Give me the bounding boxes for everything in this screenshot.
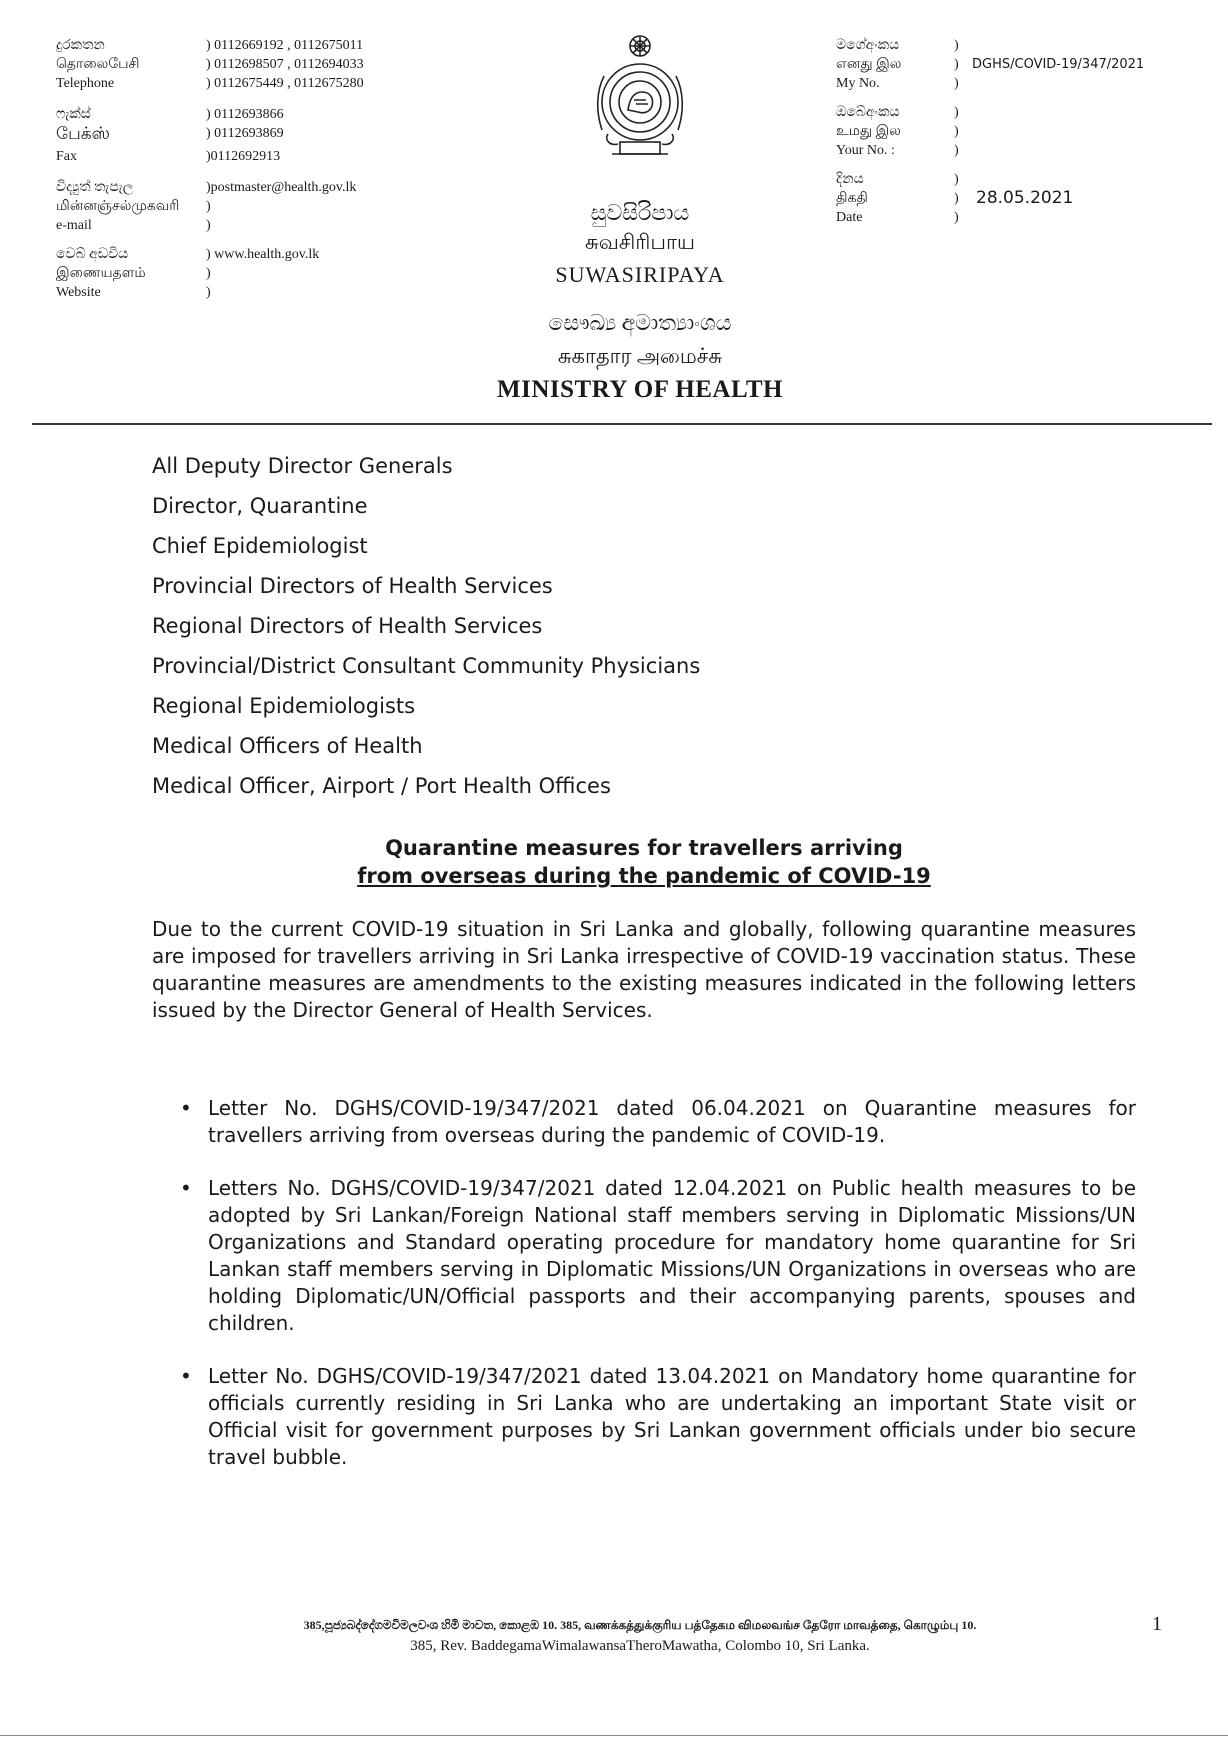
- fax-group: [56, 105, 446, 166]
- bullet-icon: •: [180, 1096, 192, 1120]
- subject-heading: [152, 834, 1136, 890]
- bullet-icon: •: [180, 1364, 192, 1388]
- footer-address-english: 385, Rev. BaddegamaWimalawansaTheroMawatha, Colombo 10, Sri Lanka.: [410, 1638, 870, 1654]
- contact-block: [56, 36, 446, 312]
- list-item: [180, 1175, 1136, 1337]
- my-no-label-si: මගේඅංකය: [836, 38, 900, 53]
- recipient: Provincial Directors of Health Services: [152, 574, 553, 598]
- letters-list: [180, 1095, 1136, 1497]
- date-group: [836, 170, 1216, 227]
- list-item: [180, 1095, 1136, 1149]
- bottom-edge-line: [0, 1735, 1228, 1736]
- recipient: Chief Epidemiologist: [152, 534, 368, 558]
- email-label-si: විද්‍යුත් තැපැල: [56, 180, 134, 195]
- your-no-label-en: Your No. :: [836, 143, 895, 158]
- email-value-3: ): [206, 218, 211, 233]
- telephone-value-3: ) 0112675449 , 0112675280: [206, 76, 364, 91]
- recipients-list: [152, 446, 700, 806]
- list-item-text: Letters No. DGHS/COVID-19/347/2021 dated 12.04.2021 on Public health measures to be adopted by Sri Lankan/Foreign National staff members serving in Diplomatic Missions/UN Organizations and Standard operating procedure for mandatory home quarantine for Sri Lankan staff members serving in Diplomatic Missions/UN Organizations in overseas who are holding Diplomatic/UN/Official passports and their accompanying parents, spouses and children.: [208, 1176, 1136, 1335]
- ministry-english: MINISTRY OF HEALTH: [497, 376, 783, 403]
- email-label-ta: மின்னஞ்சல்முகவரி: [56, 199, 180, 214]
- subject-line-2: from overseas during the pandemic of COVID-19: [357, 864, 931, 888]
- date-label-en: Date: [836, 210, 863, 225]
- website-value-2: ): [206, 266, 211, 281]
- my-no-group: [836, 36, 1216, 93]
- website-label-si: වෙබ් අඩවිය: [56, 247, 129, 262]
- website-label-ta: இணையதளம்: [56, 266, 146, 281]
- my-no-value: DGHS/COVID-19/347/2021: [972, 57, 1145, 72]
- telephone-value-2: ) 0112698507 , 0112694033: [206, 57, 364, 72]
- list-item-text: Letter No. DGHS/COVID-19/347/2021 dated 13.04.2021 on Mandatory home quarantine for officials currently residing in Sri Lanka who are undertaking an important State visit or Official visit for government purposes by Sri Lankan government officials under bio secure travel bubble.: [208, 1364, 1136, 1469]
- recipient: Medical Officer, Airport / Port Health Offices: [152, 774, 611, 798]
- paren: ): [954, 76, 959, 91]
- fax-label-si: ෆැක්ස්: [56, 107, 91, 122]
- paren: ): [954, 57, 959, 72]
- my-no-label-en: My No.: [836, 76, 880, 91]
- your-no-value: [972, 103, 1216, 122]
- email-value-1: )postmaster@health.gov.lk: [206, 180, 357, 195]
- date-value: 28.05.2021: [976, 188, 1074, 208]
- suwasiripaya-english: SUWASIRIPAYA: [555, 262, 725, 287]
- list-item: [180, 1363, 1136, 1471]
- my-no-label-ta: எனது இல: [836, 57, 902, 72]
- website-group: [56, 245, 446, 302]
- paren: ): [954, 210, 959, 225]
- recipient: Director, Quarantine: [152, 494, 368, 518]
- intro-paragraph: Due to the current COVID-19 situation in Sri Lanka and globally, following quarantine measures are imposed for travellers arriving in Sri Lanka irrespective of COVID-19 vaccination status. These quarantine measures are amendments to the existing measures indicated in the following letters issued by the Director General of Health Services.: [152, 917, 1136, 1022]
- recipient: Regional Epidemiologists: [152, 694, 416, 718]
- paren: ): [954, 38, 959, 53]
- email-value-2: ): [206, 199, 211, 214]
- fax-value-2: ) 0112693869: [206, 126, 284, 141]
- fax-value-1: ) 0112693866: [206, 107, 284, 122]
- recipient: All Deputy Director Generals: [152, 454, 453, 478]
- telephone-label-en: Telephone: [56, 76, 115, 91]
- telephone-label-ta: தொலைபேசி: [56, 57, 140, 72]
- list-item-text: Letter No. DGHS/COVID-19/347/2021 dated 06.04.2021 on Quarantine measures for travellers arriving from overseas during the pandemic of COVID-19.: [208, 1096, 1136, 1147]
- paren: ): [954, 124, 959, 139]
- header-divider: [32, 423, 1212, 425]
- ministry-sinhala: සෞඛ්‍ය අමාත්‍යාංශය: [548, 310, 732, 335]
- fax-value-3: )0112692913: [206, 149, 281, 164]
- bullet-icon: •: [180, 1176, 192, 1200]
- telephone-group: [56, 36, 446, 93]
- sri-lanka-emblem-icon: [590, 30, 690, 158]
- paren: ): [954, 105, 959, 120]
- your-no-label-ta: உமது இல: [836, 124, 901, 139]
- suwasiripaya-sinhala: සුවසිරිපාය: [590, 200, 690, 225]
- ministry-tamil: சுகாதார அமைச்சு: [557, 344, 723, 368]
- reference-block: [836, 36, 1216, 237]
- date-label-si: දිනය: [836, 172, 864, 187]
- your-no-label-si: ඔබේඅංකය: [836, 105, 900, 120]
- recipient: Provincial/District Consultant Community Physicians: [152, 654, 701, 678]
- fax-label-ta: பேக்ஸ்: [56, 124, 110, 143]
- footer-address-local: 385,පූජ්‍යබද්දේගමවිමලවංශ හිමි මාවත, කොළඹ 10. 385, வணக்கத்துக்குரிய பத்தேகம விமலவங்ச தேரோ மாவத்தை, கொழும்பு 10.: [303, 1618, 977, 1632]
- telephone-value-1: ) 0112669192 , 0112675011: [206, 38, 364, 53]
- date-label-ta: திகதி: [836, 191, 868, 206]
- website-label-en: Website: [56, 285, 101, 300]
- your-no-group: [836, 103, 1216, 160]
- fax-label-en: Fax: [56, 149, 77, 164]
- website-value-3: ): [206, 285, 211, 300]
- recipient: Medical Officers of Health: [152, 734, 423, 758]
- paren: ): [954, 172, 959, 187]
- email-label-en: e-mail: [56, 218, 92, 233]
- paren: ): [954, 191, 959, 206]
- page-number: 1: [1152, 1613, 1162, 1635]
- subject-line-1: Quarantine measures for travellers arriving: [385, 836, 903, 860]
- telephone-label-si: දුරකතන: [56, 38, 105, 53]
- email-group: [56, 178, 446, 235]
- website-value-1: ) www.health.gov.lk: [206, 247, 320, 262]
- recipient: Regional Directors of Health Services: [152, 614, 543, 638]
- suwasiripaya-tamil: சுவசிரிபாய: [585, 230, 695, 254]
- paren: ): [954, 143, 959, 158]
